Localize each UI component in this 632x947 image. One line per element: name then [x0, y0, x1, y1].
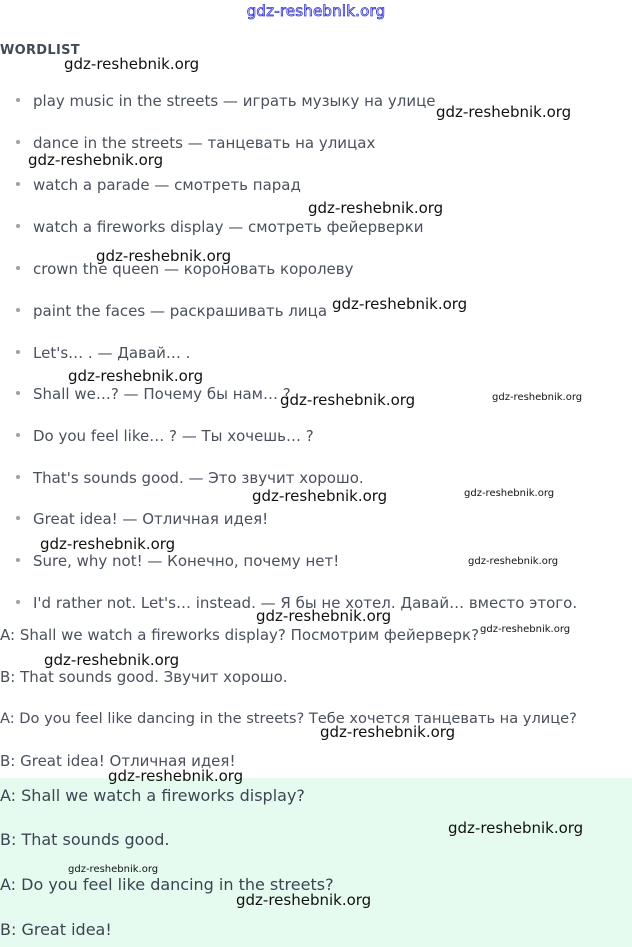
wordlist-item: I'd rather not. Let's… instead. — Я бы не хотел. Давай… вместо этого. — [16, 594, 577, 612]
bullet-icon — [16, 391, 20, 395]
watermark: gdz-reshebnik.org — [236, 891, 372, 909]
watermark: gdz-reshebnik.org — [320, 723, 456, 741]
wordlist-item: crown the queen — короновать королеву — [16, 260, 354, 278]
watermark: gdz-reshebnik.org — [68, 367, 204, 385]
answer-box — [0, 778, 632, 947]
dialogue-line: B: Great idea! Отличная идея! — [0, 752, 236, 770]
watermark: gdz-reshebnik.org — [332, 295, 468, 313]
watermark: gdz-reshebnik.org — [448, 819, 584, 837]
wordlist-item: Let's… . — Давай… . — [16, 344, 190, 362]
bullet-icon — [16, 98, 20, 102]
site-header-watermark: gdz-reshebnik.org — [246, 2, 386, 20]
bullet-icon — [16, 558, 20, 562]
watermark: gdz-reshebnik.org — [28, 151, 164, 169]
wordlist-item: watch a parade — смотреть парад — [16, 176, 301, 194]
bullet-icon — [16, 350, 20, 354]
bullet-icon — [16, 308, 20, 312]
watermark: gdz-reshebnik.org — [436, 103, 572, 121]
wordlist-item: Great idea! — Отличная идея! — [16, 510, 268, 528]
wordlist-heading: WORDLIST — [0, 43, 80, 58]
watermark: gdz-reshebnik.org — [480, 624, 571, 635]
watermark: gdz-reshebnik.org — [68, 864, 159, 875]
wordlist-item: Shall we…? — Почему бы нам… ? — [16, 385, 291, 403]
watermark: gdz-reshebnik.org — [40, 535, 176, 553]
watermark: gdz-reshebnik.org — [468, 556, 559, 567]
answer-line: B: Great idea! — [0, 920, 112, 939]
dialogue-line: B: That sounds good. Звучит хорошо. — [0, 668, 288, 686]
answer-line: A: Do you feel like dancing in the streets? — [0, 875, 334, 894]
watermark: gdz-reshebnik.org — [280, 391, 416, 409]
watermark: gdz-reshebnik.org — [64, 55, 200, 73]
watermark: gdz-reshebnik.org — [492, 392, 583, 403]
bullet-icon — [16, 140, 20, 144]
wordlist-item: Sure, why not! — Конечно, почему нет! — [16, 552, 339, 570]
bullet-icon — [16, 516, 20, 520]
watermark: gdz-reshebnik.org — [44, 651, 180, 669]
wordlist-item: dance in the streets — танцевать на улицах — [16, 134, 375, 152]
bullet-icon — [16, 600, 20, 604]
wordlist-item: That's sounds good. — Это звучит хорошо. — [16, 469, 364, 487]
dialogue-line: A: Do you feel like dancing in the streets? Тебе хочется танцевать на улице? — [0, 710, 577, 727]
bullet-icon — [16, 182, 20, 186]
bullet-icon — [16, 433, 20, 437]
watermark: gdz-reshebnik.org — [256, 607, 392, 625]
wordlist-item: watch a fireworks display — смотреть фейерверки — [16, 218, 424, 236]
watermark: gdz-reshebnik.org — [308, 199, 444, 217]
bullet-icon — [16, 224, 20, 228]
wordlist-item: paint the faces — раскрашивать лица — [16, 302, 327, 320]
dialogue-line: A: Shall we watch a fireworks display? Посмотрим фейерверк? — [0, 626, 480, 644]
watermark: gdz-reshebnik.org — [96, 247, 232, 265]
bullet-icon — [16, 266, 20, 270]
wordlist-item: Do you feel like… ? — Ты хочешь… ? — [16, 427, 314, 445]
bullet-icon — [16, 475, 20, 479]
watermark: gdz-reshebnik.org — [464, 488, 555, 499]
wordlist-item: play music in the streets — играть музыку на улице — [16, 92, 436, 110]
answer-line: B: That sounds good. — [0, 830, 170, 849]
watermark: gdz-reshebnik.org — [108, 767, 244, 785]
answer-line: A: Shall we watch a fireworks display? — [0, 786, 305, 805]
watermark: gdz-reshebnik.org — [252, 487, 388, 505]
